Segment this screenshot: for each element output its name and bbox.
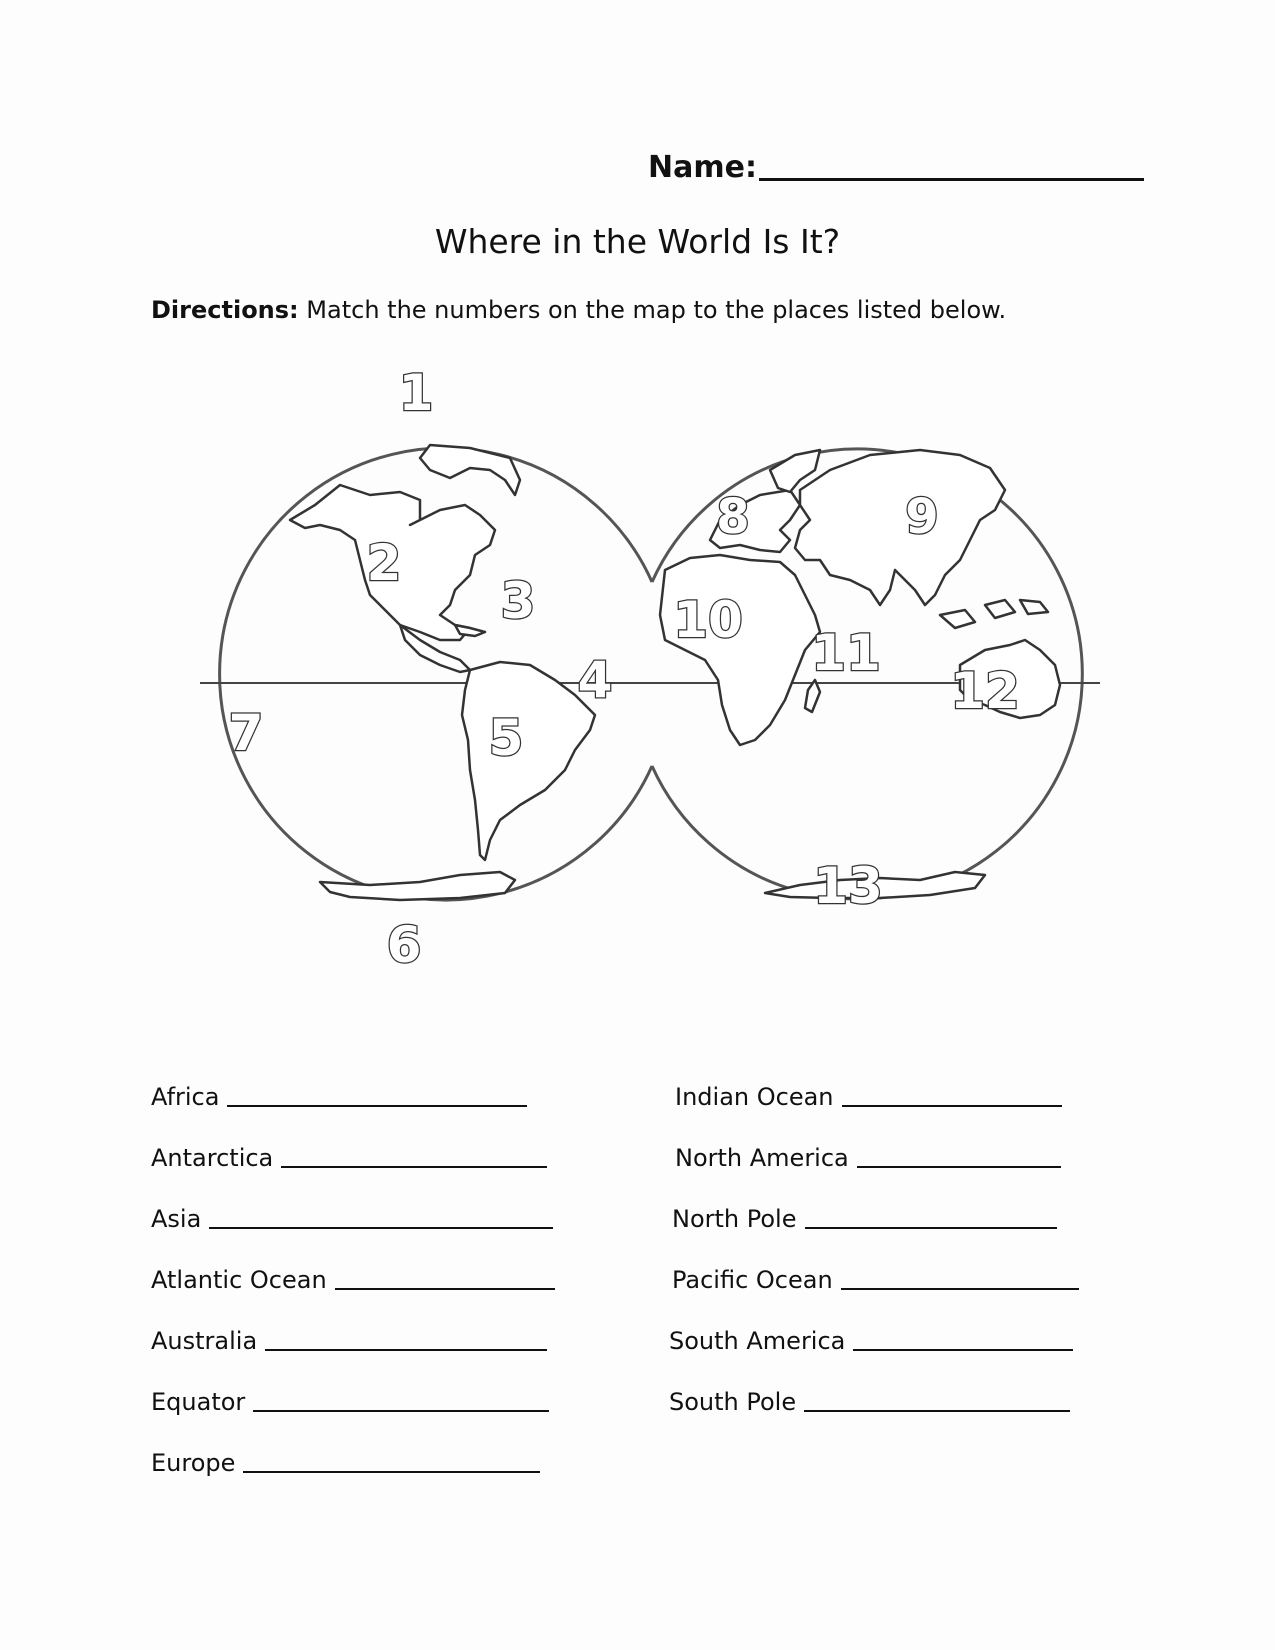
place-item-asia[interactable] (151, 1205, 553, 1233)
map-number-8: 8 (716, 489, 750, 545)
place-item-australia[interactable] (151, 1327, 547, 1355)
continents (290, 445, 1060, 900)
place-item-equator[interactable] (151, 1388, 549, 1416)
africa-shape (660, 555, 820, 745)
place-item-antarctica[interactable] (151, 1144, 547, 1172)
south-america-shape (462, 662, 595, 860)
place-label: Antarctica (151, 1144, 274, 1172)
place-item-pacific-ocean[interactable] (672, 1266, 1079, 1294)
map-number-6: 6 (386, 916, 422, 974)
caribbean-shape (455, 625, 485, 636)
place-item-atlantic-ocean[interactable] (151, 1266, 555, 1294)
place-label: South Pole (669, 1388, 797, 1416)
map-number-2: 2 (366, 534, 402, 592)
place-label: North America (675, 1144, 849, 1172)
page-title: Where in the World Is It? (434, 222, 841, 261)
map-number-1: 1 (398, 364, 434, 422)
place-item-north-pole[interactable] (672, 1205, 1057, 1233)
answer-line[interactable] (805, 1227, 1057, 1229)
map-number-3: 3 (500, 572, 536, 630)
directions-label: Directions: (151, 296, 299, 324)
southeast-asia-islands-shape (940, 600, 1048, 628)
place-item-south-pole[interactable] (669, 1388, 1070, 1416)
answer-line[interactable] (804, 1410, 1070, 1412)
answer-line[interactable] (853, 1349, 1073, 1351)
map-number-12: 12 (950, 662, 1020, 720)
place-label: North Pole (672, 1205, 797, 1233)
madagascar-shape (805, 680, 820, 712)
place-label: South America (669, 1327, 846, 1355)
directions-text: Match the numbers on the map to the places listed below. (306, 296, 1007, 324)
place-label: Equator (151, 1388, 246, 1416)
answer-line[interactable] (841, 1288, 1079, 1290)
name-label: Name: (648, 150, 757, 185)
greenland-shape (420, 445, 520, 495)
place-label: Australia (151, 1327, 258, 1355)
map-number-5: 5 (488, 709, 524, 767)
answer-line[interactable] (842, 1105, 1062, 1107)
place-label: Europe (151, 1449, 236, 1477)
answer-line[interactable] (253, 1410, 549, 1412)
place-label: Indian Ocean (675, 1083, 834, 1111)
place-item-north-america[interactable] (675, 1144, 1061, 1172)
answer-line[interactable] (335, 1288, 555, 1290)
place-label: Asia (151, 1205, 202, 1233)
answer-line[interactable] (265, 1349, 547, 1351)
place-label: Africa (151, 1083, 220, 1111)
map-number-4: 4 (577, 651, 613, 709)
answer-line[interactable] (227, 1105, 527, 1107)
place-item-europe[interactable] (151, 1449, 540, 1477)
map-number-13: 13 (813, 857, 883, 915)
answer-line[interactable] (243, 1471, 540, 1473)
place-label: Atlantic Ocean (151, 1266, 327, 1294)
place-item-indian-ocean[interactable] (675, 1083, 1062, 1111)
map-number-9: 9 (905, 489, 939, 545)
answer-line[interactable] (857, 1166, 1061, 1168)
place-item-south-america[interactable] (669, 1327, 1073, 1355)
place-label: Pacific Ocean (672, 1266, 833, 1294)
asia-shape (795, 450, 1005, 605)
answer-line[interactable] (281, 1166, 547, 1168)
map-number-10: 10 (673, 591, 743, 649)
map-number-11: 11 (811, 624, 881, 682)
answer-line[interactable] (209, 1227, 553, 1229)
place-item-africa[interactable] (151, 1083, 527, 1111)
antarctica-west-shape (320, 872, 515, 900)
map-number-7: 7 (228, 704, 264, 762)
